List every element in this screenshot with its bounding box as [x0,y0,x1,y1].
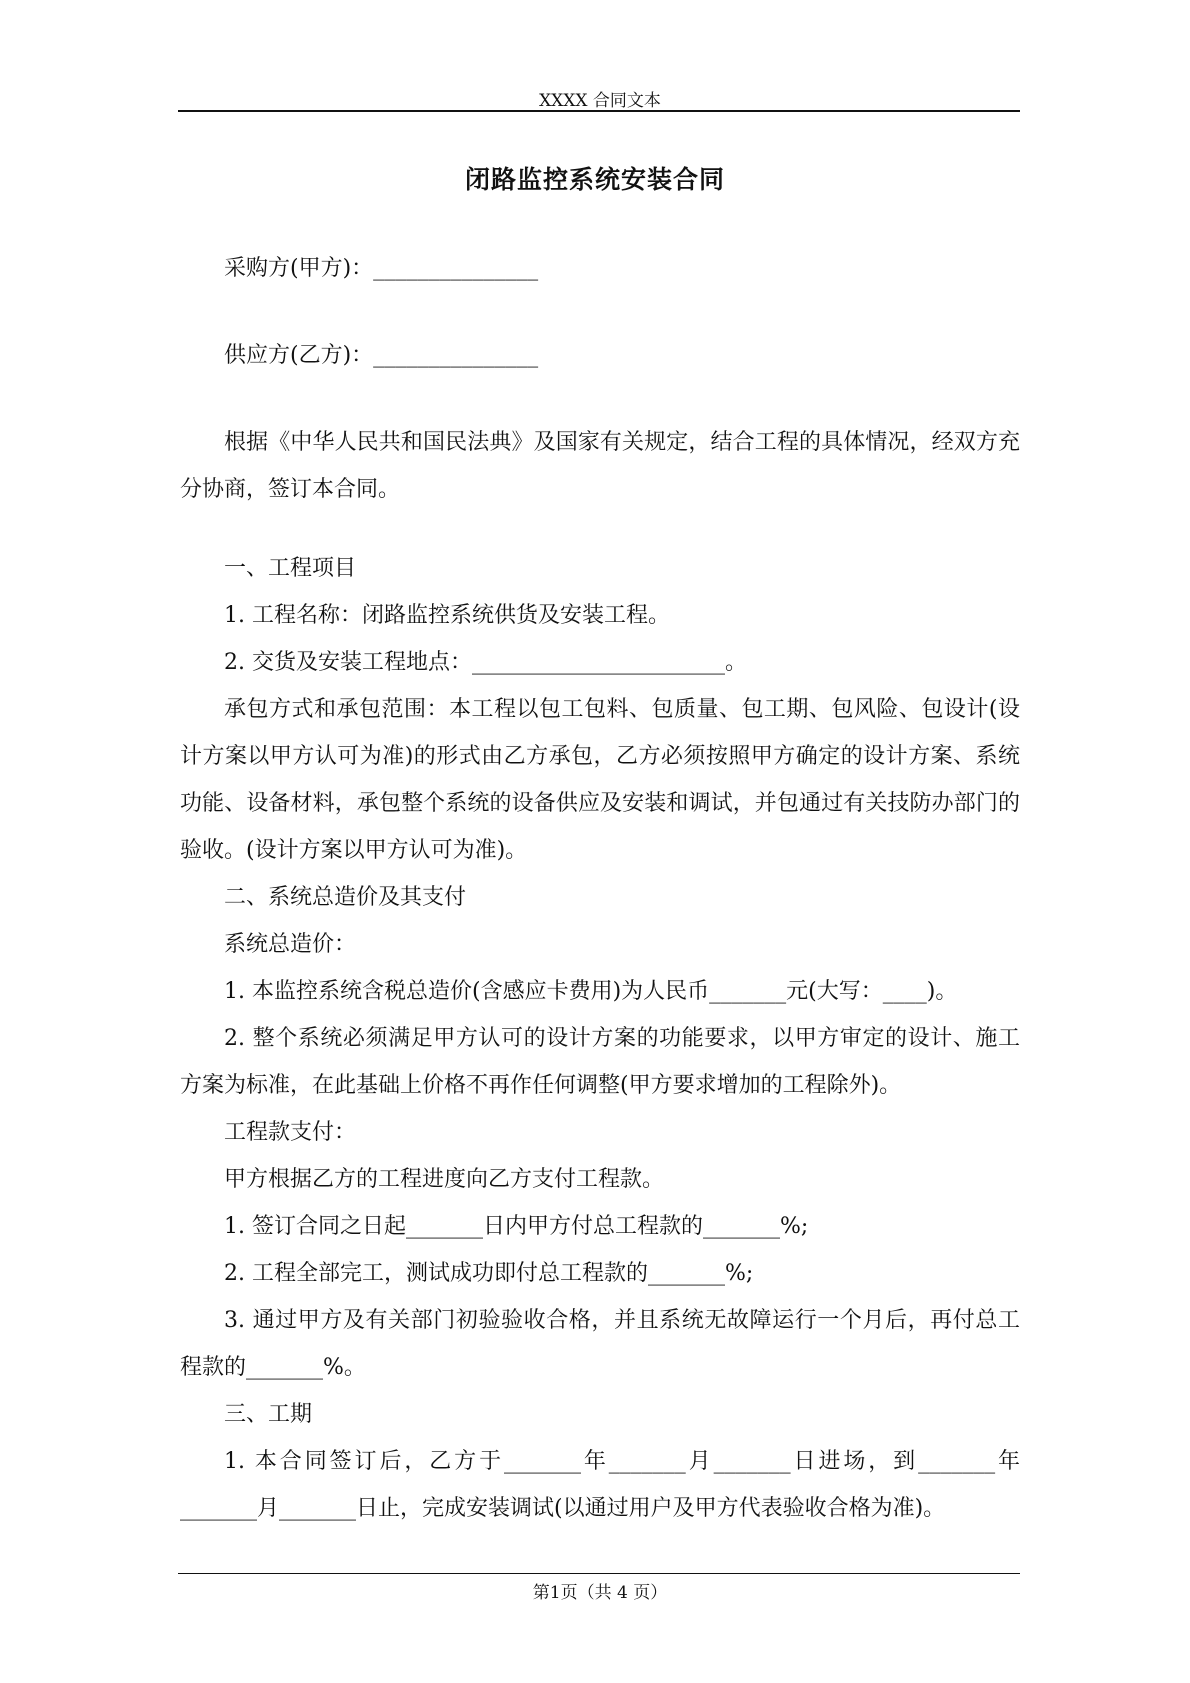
section-heading-schedule: 三、工期 [224,1402,313,1427]
page-header: XXXX 合同文本 [539,91,661,111]
buyer-party-line: 采购方(甲方)：_______________ [224,256,539,281]
document-title: 闭路监控系统安装合同 [464,165,725,194]
clause-contract-scope: 承包方式和承包范围：本工程以包工包料、包质量、包工期、包风险、包设计(设计方案以甲方认可为准)的形式由乙方承包，乙方必须按照甲方确定的设计方案、系统功能、设备材料，承包整个系统的设备供应及安装和调试，并包通过有关技防办部门的验收。(设计方案以甲方认可为准)。 [180,697,1020,863]
clause-project-name: 1. 工程名称：闭路监控系统供货及安装工程。 [224,603,670,628]
page-number: 第1页（共 4 页） [532,1583,668,1603]
footer-rule [178,1573,1020,1574]
section-heading-price: 二、系统总造价及其支付 [224,885,467,910]
section-heading-project: 一、工程项目 [224,556,357,581]
clause-schedule-1: 1. 本合同签订后，乙方于_______年_______月_______日进场，到_______年_______月_______日止，完成安装调试(以通过用户及甲方代表验收合格为准)。 [180,1449,1020,1521]
clause-payment-3: 3. 通过甲方及有关部门初验验收合格，并且系统无故障运行一个月后，再付总工程款的_______%。 [180,1308,1020,1380]
clause-payment-2: 2. 工程全部完工，测试成功即付总工程款的_______%; [224,1261,754,1286]
clause-payment-intro: 甲方根据乙方的工程进度向乙方支付工程款。 [224,1167,665,1192]
clause-total-price: 1. 本监控系统含税总造价(含感应卡费用)为人民币_______元(大写：____)。 [224,979,958,1004]
subheading-payment: 工程款支付： [224,1120,357,1145]
clause-project-location: 2. 交货及安装工程地点：_______________________。 [224,650,747,675]
header-rule [178,110,1020,112]
preamble-paragraph: 根据《中华人民共和国民法典》及国家有关规定，结合工程的具体情况，经双方充分协商，签订本合同。 [180,430,1020,502]
subheading-total-price: 系统总造价： [224,932,357,957]
supplier-party-line: 供应方(乙方)：_______________ [224,343,539,368]
clause-payment-1: 1. 签订合同之日起_______日内甲方付总工程款的_______%; [224,1214,809,1239]
clause-price-fixed: 2. 整个系统必须满足甲方认可的设计方案的功能要求，以甲方审定的设计、施工方案为标准，在此基础上价格不再作任何调整(甲方要求增加的工程除外)。 [180,1026,1020,1098]
document-body [180,245,1020,1532]
